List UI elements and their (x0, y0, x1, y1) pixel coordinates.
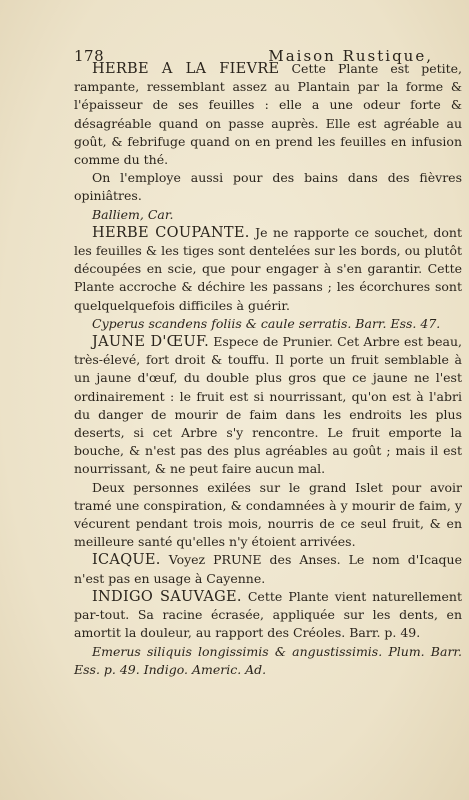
entry-reference: Cyperus scandens foliis & caule serratis. Barr. Ess. 47. (92, 315, 441, 331)
entry-headword: HERBE COUPANTE. (92, 224, 250, 241)
entry-text: Cette Plante vient naturellement par-tout. Sa racine écrasée, appliquée sur les dents, en amortit la douleur, au rapport des Créoles. Barr. p. 49. (74, 588, 462, 641)
entry-paragraph (74, 333, 462, 479)
entry-text: Voyez PRUNE des Anses. Le nom d'Icaque n'est pas en usage à Cayenne. (74, 552, 462, 586)
entry-text: Je ne rapporte ce souchet, dont les feuilles & les tiges sont dentelées sur les bords, ou plutôt découpées en scie, que pour engager à s'en garantir. Cette Plante accroche & déchire les passans ; les écorchures sont quelquelquefois difficiles à guérir. (74, 224, 462, 313)
entry-text: Espece de Prunier. Cet Arbre est beau, très-élevé, fort droit & touffu. Il porte un fruit semblable à un jaune d'œuf, du double plus gros que ce jaune ne l'est ordinairement : le fruit est si nourrissant, qu'on est à l'abri du danger de mourir de faim dans les endroits les plus deserts, si cet Arbre s'y rencontre. Le fruit emporte la bouche, & n'est pas des plus agréables au goût ; mais il est nourrissant, & ne peut faire aucun mal. (74, 334, 462, 477)
page-number: 178 (74, 47, 105, 65)
entry-headword: HERBE A LA FIEVRE (92, 61, 280, 77)
entry-headword: JAUNE D'ŒUF. (92, 334, 209, 351)
entry-paragraph (74, 588, 462, 643)
entry-paragraph: Deux personnes exilées sur le grand Islet pour avoir tramé une conspiration, & condamnées à y mourir de faim, y vécurent pendant trois mois, nourris de ce seul fruit, & en meilleure santé qu'elles n'y étoient arrivées. (74, 479, 462, 550)
entry-paragraph: On l'employe aussi pour des bains dans des fièvres opiniâtres. (74, 170, 462, 204)
entry-paragraph (74, 224, 462, 315)
body-text (74, 60, 462, 679)
entry-reference: Balliem, Car. (92, 206, 174, 222)
entry-headword: ICAQUE. (92, 552, 161, 569)
running-title: Maison Rustique, (268, 47, 433, 65)
entry-headword: INDIGO SAUVAGE. (92, 588, 242, 605)
entry-paragraph (74, 60, 462, 169)
entry-paragraph (74, 551, 462, 587)
entry-reference: Emerus siliquis longissimis & angustissimis. Plum. Barr. Ess. p. 49. Indigo. Americ. Ad. (74, 643, 462, 677)
entry-text: Cette Plante est petite, rampante, ressemblant assez au Plantain par la forme & l'épaisseur de ses feuilles : elle a une odeur forte & désagréable quand on passe auprès. Elle est agréable au goût, & febrifuge quand on en prend les feuilles en infusion comme du thé. (74, 61, 463, 168)
